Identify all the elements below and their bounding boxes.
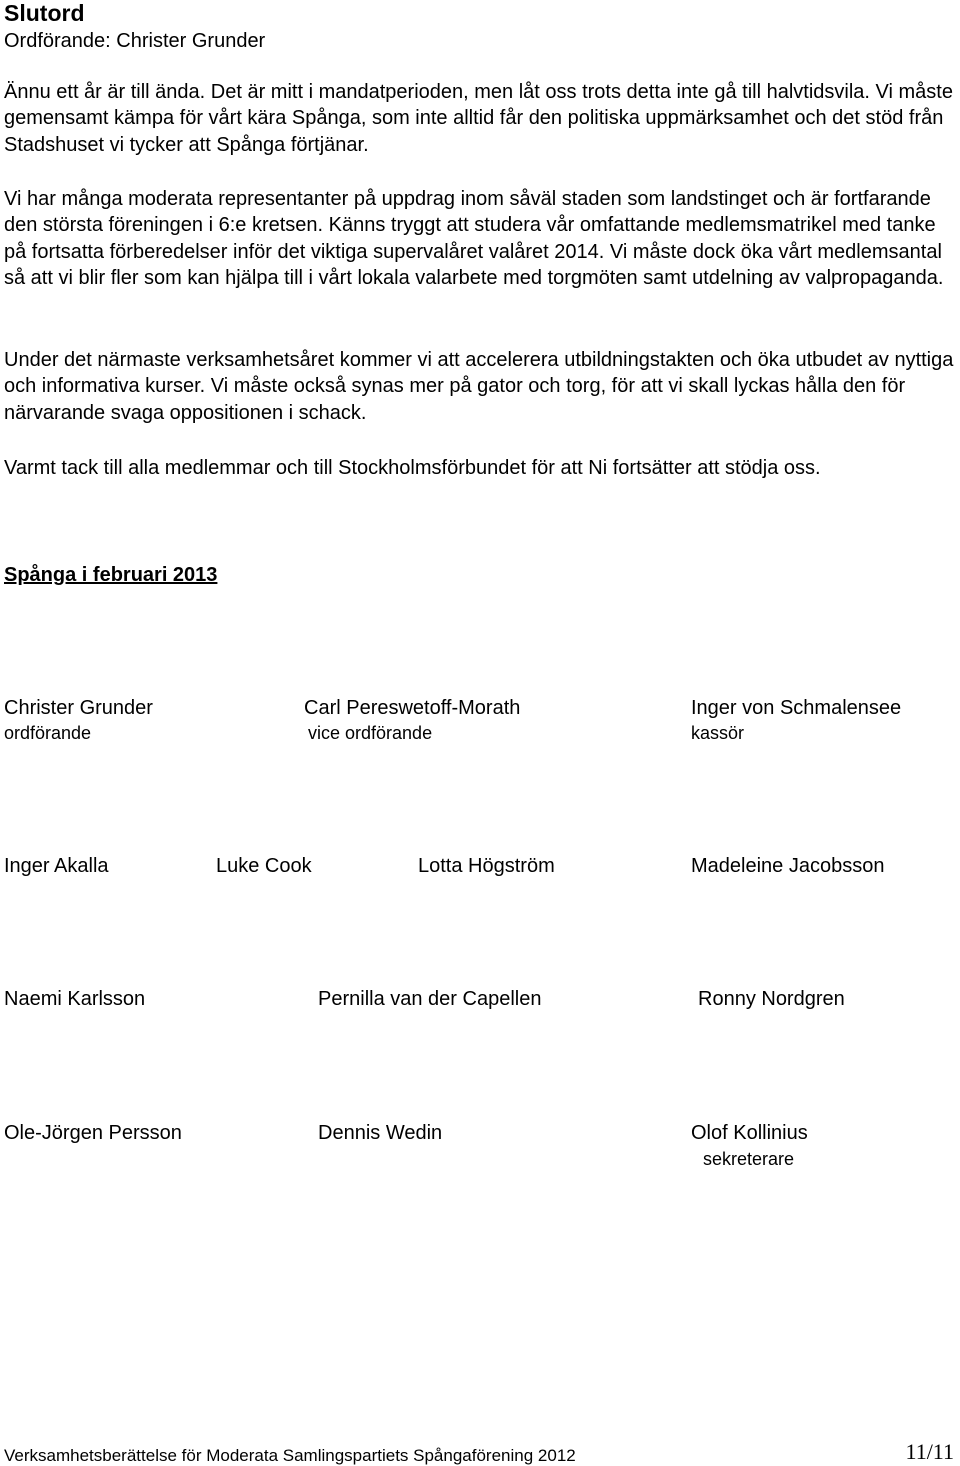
signature-name: Luke Cook xyxy=(216,855,312,877)
signature-name: Madeleine Jacobsson xyxy=(691,855,885,877)
signature-role: vice ordförande xyxy=(308,723,433,743)
paragraph-representatives: Vi har många moderata representanter på uppdrag inom såväl staden som landstinget och är fortfarande den största föreningen i 6:e kretsen. Känns tryggt att studera vår omfattande medlemsmatrikel med tanke på fortsatta förberedelser inför det viktiga supervalåret valåret 2014. Vi måste dock öka vårt medlemsantal så att vi blir fler som kan hjälpa till i vårt lokala valarbete med torgmöten samt utdelning av valpropaganda. xyxy=(4,188,944,290)
signature-name: Ole-Jörgen Persson xyxy=(4,1122,182,1144)
signature-name: Inger Akalla xyxy=(4,855,109,877)
signature-name: Pernilla van der Capellen xyxy=(318,988,542,1010)
paragraph-education: Under det närmaste verksamhetsåret kommer vi att accelerera utbildningstakten och öka utbudet av nyttiga och informativa kurser. Vi måste också synas mer på gator och torg, för att vi skall lyckas hålla den för närvarande svaga oppositionen i schack. xyxy=(4,349,954,424)
paragraph-thanks: Varmt tack till alla medlemmar och till Stockholmsförbundet för att Ni fortsätter att stödja oss. xyxy=(4,457,821,479)
signature-role: kassör xyxy=(691,723,745,743)
signature-name: Naemi Karlsson xyxy=(4,988,146,1010)
signature-name: Inger von Schmalensee xyxy=(691,697,902,719)
signature-name: Lotta Högström xyxy=(418,855,555,877)
footer-text: Verksamhetsberättelse för Moderata Samlingspartiets Spångaförening 2012 xyxy=(4,1446,576,1465)
paragraph-intro: Ännu ett år är till ända. Det är mitt i mandatperioden, men låt oss trots detta inte gå till halvtidsvila. Vi måste gemensamt kämpa för vårt kära Spånga, som inte alltid får den politiska uppmärksamhet och det stöd från Stadshuset vi tycker att Spånga förtjänar. xyxy=(4,81,953,156)
place-date: Spånga i februari 2013 xyxy=(4,564,218,586)
signature-name: Ronny Nordgren xyxy=(698,988,845,1010)
signature-name: Olof Kollinius xyxy=(691,1122,808,1144)
signature-role: ordförande xyxy=(4,723,92,743)
signature-name: Carl Pereswetoff-Morath xyxy=(304,697,521,719)
page-title: Slutord xyxy=(4,0,85,26)
chairman-line: Ordförande: Christer Grunder xyxy=(4,30,266,52)
signature-name: Christer Grunder xyxy=(4,697,153,719)
page-number: 11/11 xyxy=(905,1439,954,1464)
signature-name: Dennis Wedin xyxy=(318,1122,443,1144)
signature-role: sekreterare xyxy=(703,1149,795,1169)
